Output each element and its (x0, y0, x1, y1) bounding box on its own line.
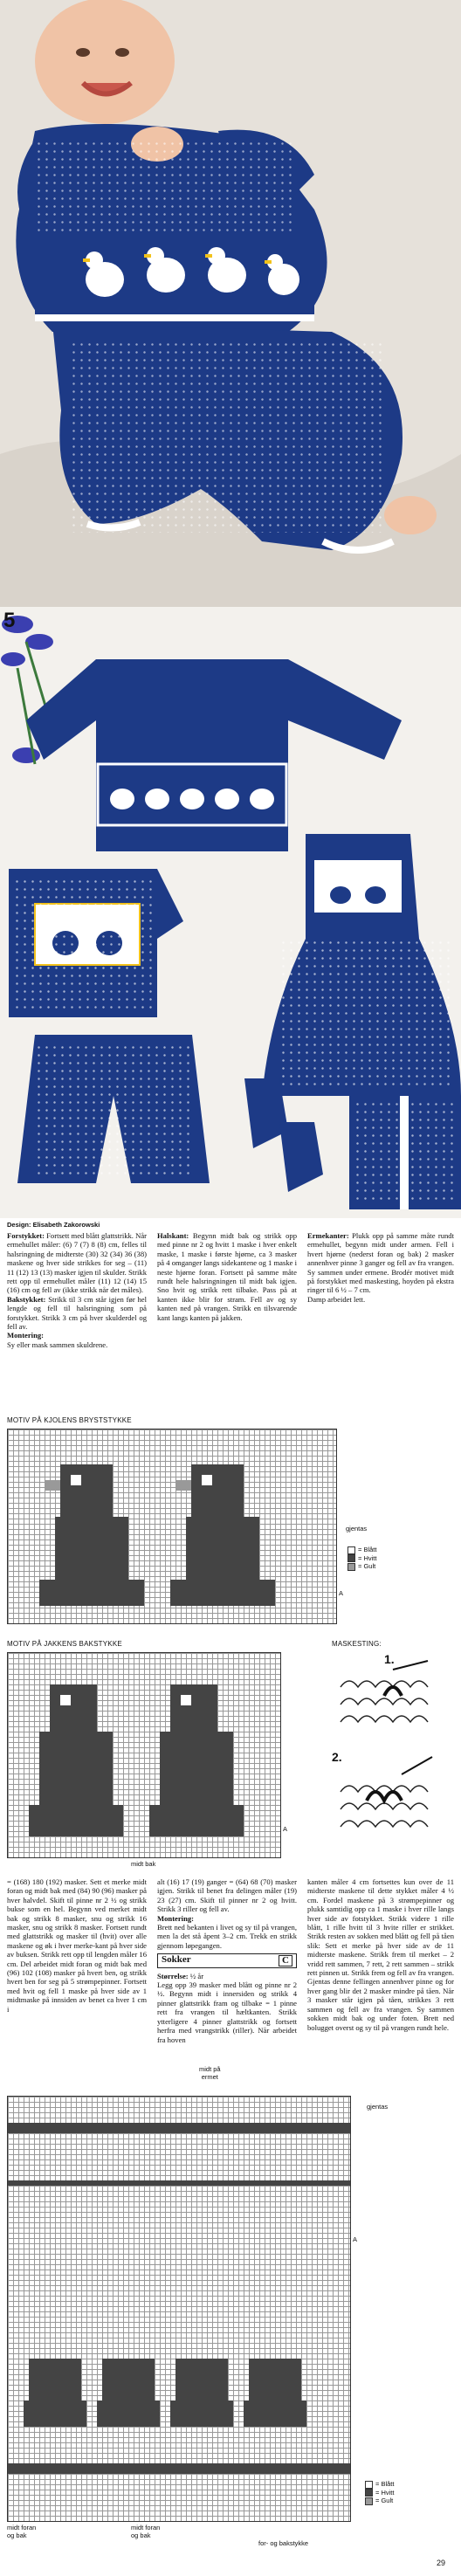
bottom-col2-text: alt (16) 17 (19) ganger = (64) 68 (70) masker igjen. Strikk til benet fra delingen måler (19) 23 (27) cm. Skift til pinner nr 2 og hvitt. Strikk 3 riller og fell av. (157, 1877, 297, 1914)
text-montering-1: Sy eller mask sammen skuldrene. (7, 1340, 108, 1349)
chart3-legend-yellow: = Gult (375, 2497, 394, 2505)
page-number: 29 (437, 2559, 446, 2567)
maskesting-step-2: 2. (332, 1750, 342, 1764)
text-forstykket: Fortsett med blått glattstrikk. Når ermehullet måler: (6) 7 (7) 8 (8) cm, felles til halsringning de midterste (30) 32 (34) 36 (38) maskene og hver side strikkes for seg – (11) 11 (12) 13 (13) masker igjen til skulder. Strikk rett opp til ermehullet måler (11) 12 (14) 15 (16) cm og fell av (ikke strikk når det måles). (7, 1231, 147, 1295)
chart1-marker: A (339, 1589, 344, 1597)
chart3-marker: A (353, 2235, 358, 2243)
chart3-label-top: midt på ermet (199, 2065, 221, 2081)
heading-storrelse: Størrelse: (157, 1971, 189, 1980)
maskesting-label: MASKESTING: (332, 1640, 382, 1648)
sokker-code: C (279, 1955, 292, 1966)
chart3-legend-white: = Hvitt (375, 2488, 395, 2497)
chart2-label: MOTIV PÅ JAKKENS BAKSTYKKE (7, 1640, 122, 1648)
chart3-label-bottom-mid: midt foran og bak (131, 2524, 161, 2539)
heading-montering-2: Montering: (157, 1913, 195, 1923)
heading-bakstykket: Bakstykket: (7, 1294, 46, 1304)
legend-yellow: = Gult (358, 1562, 376, 1571)
chart3-gjentas: gjentas (367, 2103, 389, 2111)
baby-photo (0, 0, 461, 607)
text-halskant: Begynn midt bak og strikk opp med pinne nr 2 og hvitt 1 maske i hver enkelt maske, 1 maske i første hjørne, ca 3 masker på 4 omganger langs sidekantene og 1 maske i neste hjørne foran. Fortsett på samme måte rundt hele halsringningen til midt bak igjen. Sno hvit og strikk rett tilbake. Pass på at kanten ikke blir for stram. Fell av og sy kanten ned på vrangen. Strikk en tilsvarende kant langs kanten på jakken. (157, 1231, 297, 1322)
chart1-grid (7, 1429, 337, 1624)
sokker-box (157, 1953, 297, 1967)
heading-halskant: Halskant: (157, 1231, 189, 1240)
chart1-gjentas: gjentas (346, 1525, 368, 1533)
chart3-motif (8, 2097, 350, 2521)
chart1-motif (8, 1429, 336, 1623)
maskesting-step-1: 1. (384, 1652, 395, 1666)
text-montering-2: Brett ned bekanten i livet og sy til på vrangen, men la det stå åpent 3–2 cm. Trekk en strikk gjennom løpegangen. (157, 1923, 297, 1950)
heading-forstykket: Forstykket: (7, 1231, 45, 1240)
text-bakstykket: Strikk til 3 cm står igjen før hel lengde og fell til halsringning som på forstykket. Strikk 3 cm på hver skulderdel og fell av. (7, 1294, 147, 1332)
text-damp: Damp arbeidet lett. (307, 1294, 366, 1304)
chart3-label-bottom-right: for- og bakstykke (258, 2539, 309, 2547)
chart3-legend (365, 2480, 394, 2505)
chart3-label-bottom-left: midt foran og bak (7, 2524, 37, 2539)
chart2-motif (8, 1653, 280, 1857)
maskesting-drawing (332, 1652, 454, 1862)
heading-ermekanter: Ermekanter: (307, 1231, 349, 1240)
text-column-2 (157, 1231, 297, 1322)
text-column-1 (7, 1231, 147, 1349)
maskesting-illustration (332, 1652, 454, 1862)
legend-blue: = Blått (358, 1546, 377, 1553)
design-credit: Design: Elisabeth Zakorowski (7, 1221, 100, 1229)
text-column-3 (307, 1231, 454, 1304)
heading-montering-1: Montering: (7, 1331, 45, 1340)
chart2-grid (7, 1652, 281, 1858)
legend-white: = Hvitt (358, 1553, 377, 1562)
page-section-number: 5 (3, 609, 16, 632)
sokker-title: Sokker (162, 1954, 191, 1966)
text-storrelse: ½ år (189, 1971, 204, 1980)
bottom-text-column-3: kanten måler 4 cm fortsettes kun over de 11 midterste maskene til dette stykket måler 4 ½ cm. Fordel maskene på 3 strømpepinner og plukk samtidig opp ca 1 maske i hver rille langs hver side av fotstykket. Strikk videre 1 rille blått, 1 rille hvitt til 3 hvite riller er strikket. Strikk resten av sokken med blått og fell på tåen slik: Sett et merke på hver side av de 11 midterste maskene. Strikk frem til merket – 2 vridd rett sammen, 7 rett, 2 rett sammen – strikk rett pinnen ut. Strikk frem og fell av fra vrangen. Gjentas denne fellingen annenhver pinne og for hver gang blir det 2 masker mindre på tåen. Når 3 masker står igjen på tåen, strikkes 3 rett sammen og fell av fra vrangen. Sy sammen sokken midt bak og under foten. Brett ned bolugget overst og sy til på vrangen rundt hele. (307, 1877, 454, 2032)
chart2-marker: A (283, 1825, 288, 1833)
text-ermekanter: Plukk opp på samme måte rundt ermehullet, begynn midt under armen. Fell i hvert hjørne (nederst foran og bak) 2 masker annenhver pinne 3 ganger og fell av fra vrangen. Sy sammen under ermene. Brodér motivet midt på forstykket med maskesting, hoyden på ekstra ringer til 6 ½ – 7 cm. (307, 1231, 454, 1295)
bottom-text-column-1: = (168) 180 (192) masker. Sett et merke midt foran og midt bak med (84) 90 (96) masker på hver halvdel. Skift til pinne nr 2 ½ og strikk bukse som en hel. Begynn ved merket midt bak og strikk 8 masker, snu og strikk 16 masker, snu og strikk 8 masker. Fortsett rundt med glattstrikk og masker til (hvit) over alle maskene og øk i hver merke-kant på hver side av buksen. Strikk rett opp til lengden måler 16 cm. Del arbeidet midt foran og midt bak med (96) 102 (108) masker på hvert ben, og strikk hvert ben for seg på 5 strømpepinner. Fortsett med hvit og fell 1 maske på hver side av 1 midtmaske på innsiden av benet ca hver 1 cm i (7, 1877, 147, 2014)
chart2-midt-bak: midt bak (131, 1860, 156, 1868)
bottom-text-column-2 (157, 1877, 297, 2044)
chart1-legend (347, 1546, 376, 1571)
chart1-label: MOTIV PÅ KJOLENS BRYSTSTYKKE (7, 1416, 132, 1424)
chart3-grid (7, 2096, 351, 2522)
text-sokker-main: Legg opp 39 masker med blått og pinne nr 2 ½. Begynn midt i innersiden og strikk 4 pinner glattstrikk fram og tilbake = 1 pinne rett fra vrangen til hæltkanten. Strikk ytterligere 4 pinner glattstrikk og fortsett herfra med vrangstrikk (riller). Når arbeidet fra hoven (157, 1980, 297, 2044)
chart3-legend-blue: = Blått (375, 2480, 395, 2488)
garments-photo (0, 607, 461, 1218)
